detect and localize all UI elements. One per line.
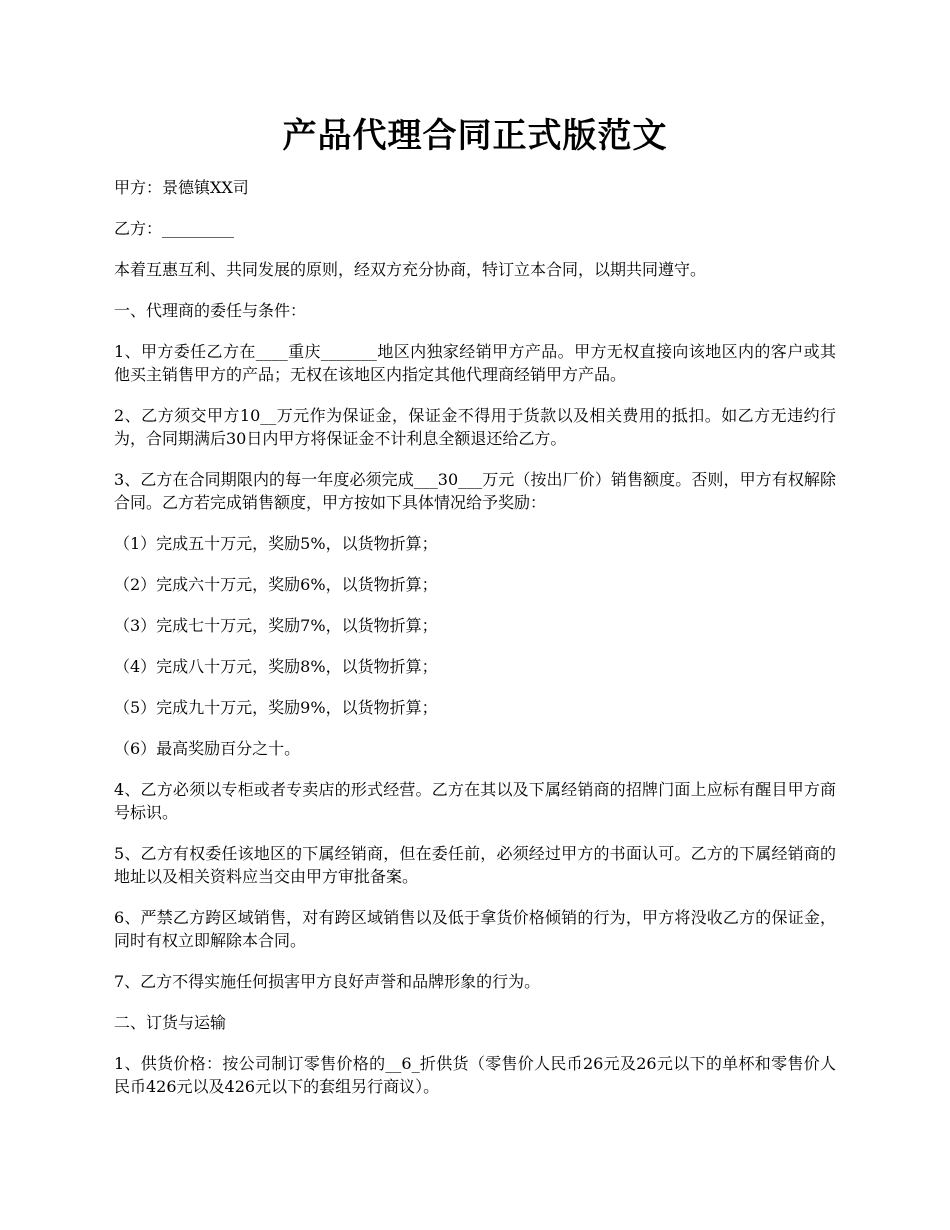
clause-1-4: 4、乙方必须以专柜或者专卖店的形式经营。乙方在其以及下属经销商的招牌门面上应标有醒目甲方商号标识。 — [114, 780, 836, 822]
party-b-line: 乙方：_________ — [114, 219, 235, 238]
party-a-line: 甲方：景德镇XX司 — [114, 178, 249, 197]
clause-1-6: 6、严禁乙方跨区域销售，对有跨区域销售以及低于拿货价格倾销的行为，甲方将没收乙方的保证金，同时有权立即解除本合同。 — [114, 908, 836, 950]
reward-item-4: （4）完成八十万元，奖励8%，以货物折算； — [114, 657, 438, 676]
clause-1-2: 2、乙方须交甲方10__万元作为保证金，保证金不得用于货款以及相关费用的抵扣。如乙方无违约行为，合同期满后30日内甲方将保证金不计利息全额退还给乙方。 — [114, 406, 836, 448]
clause-1-5: 5、乙方有权委任该地区的下属经销商，但在委任前，必须经过甲方的书面认可。乙方的下属经销商的地址以及相关资料应当交由甲方审批备案。 — [114, 844, 836, 886]
clause-1-3: 3、乙方在合同期限内的每一年度必须完成___30___万元（按出厂价）销售额度。否则，甲方有权解除合同。乙方若完成销售额度，甲方按如下具体情况给予奖励： — [114, 470, 836, 512]
reward-item-6: （6）最高奖励百分之十。 — [114, 739, 301, 758]
reward-item-3: （3）完成七十万元，奖励7%，以货物折算； — [114, 616, 438, 635]
reward-item-2: （2）完成六十万元，奖励6%，以货物折算； — [114, 575, 438, 594]
preamble-paragraph: 本着互惠互利、共同发展的原则，经双方充分协商，特订立本合同，以期共同遵守。 — [114, 260, 707, 279]
document-title: 产品代理合同正式版范文 — [282, 116, 668, 156]
reward-item-1: （1）完成五十万元，奖励5%，以货物折算； — [114, 534, 438, 553]
section-heading-appointment: 一、代理商的委任与条件： — [114, 301, 307, 320]
clause-1-7: 7、乙方不得实施任何损害甲方良好声誉和品牌形象的行为。 — [114, 972, 541, 991]
document-body — [114, 176, 836, 1116]
clause-1-1: 1、甲方委任乙方在____重庆_______地区内独家经销甲方产品。甲方无权直接向该地区内的客户或其他买主销售甲方的产品；无权在该地区内指定其他代理商经销甲方产品。 — [114, 342, 836, 384]
clause-2-1: 1、供货价格：按公司制订零售价格的__6_折供货（零售价人民币26元及26元以下的单杯和零售价人民币426元以及426元以下的套组另行商议）。 — [114, 1054, 836, 1096]
section-heading-ordering: 二、订货与运输 — [114, 1013, 227, 1032]
reward-item-5: （5）完成九十万元，奖励9%，以货物折算； — [114, 698, 438, 717]
